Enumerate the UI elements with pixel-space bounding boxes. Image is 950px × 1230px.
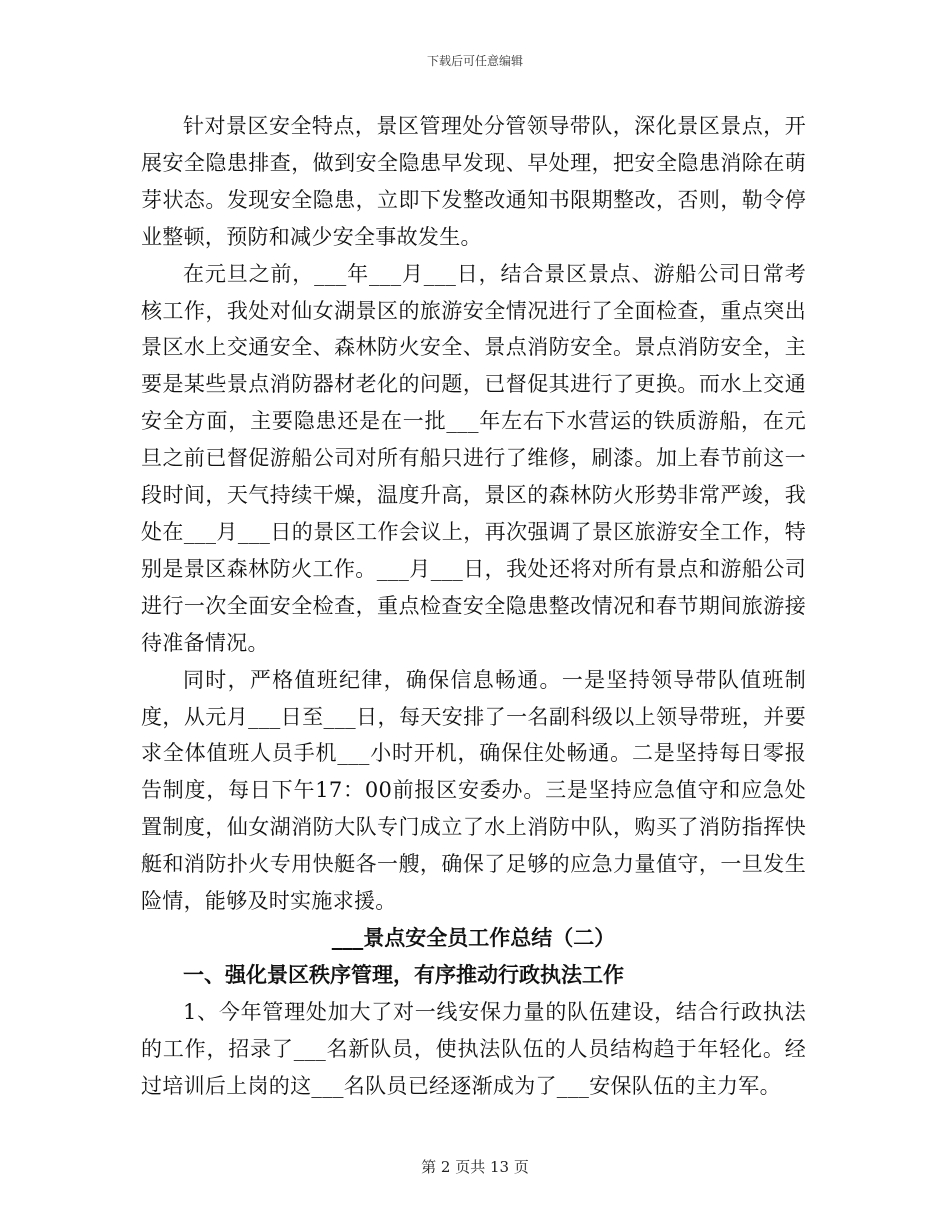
page-footer: 第 2 页共 13 页 [421,1158,529,1176]
page-header: 下载后可任意编辑 [426,54,523,68]
section-heading: 一、强化景区秩序管理，有序推动行政执法工作 [183,962,624,987]
document-body [141,108,806,1104]
paragraph-new-year-inspection: 在元旦之前，___年___月___日，结合景区景点、游船公司日常考核工作，我处对仙女湖景区的旅游安全情况进行了全面检查，重点突出景区水上交通安全、森林防火安全、景点消防安全。景点消防安全，主要是某些景点消防器材老化的问题，已督促其进行了更换。而水上交通安全方面，主要隐患还是在一批___年左右下水营运的铁质游船，在元旦之前已督促游船公司对所有船只进行了维修，刷漆。加上春节前这一段时间，天气持续干燥，温度升高，景区的森林防火形势非常严竣，我处在___月___日的景区工作会议上，再次强调了景区旅游安全工作，特别是景区森林防火工作。___月___日，我处还将对所有景点和游船公司进行一次全面安全检查，重点检查安全隐患整改情况和春节期间旅游接待准备情况。 [141,261,806,655]
paragraph-team-building: 1、今年管理处加大了对一线安保力量的队伍建设，结合行政执法的工作，招录了___名新队员，使执法队伍的人员结构趋于年轻化。经过培训后上岗的这___名队员已经逐渐成为了___安保队伍的主力军。 [141,999,806,1098]
paragraph-duty-discipline: 同时，严格值班纪律，确保信息畅通。一是坚持领导带队值班制度，从元月___日至___日，每天安排了一名副科级以上领导带班，并要求全体值班人员手机___小时开机，确保住处畅通。二是坚持每日零报告制度，每日下午17：00前报区安委办。三是坚持应急值守和应急处置制度，仙女湖消防大队专门成立了水上消防中队，购买了消防指挥快艇和消防扑火专用快艇各一艘，确保了足够的应急力量值守，一旦发生险情，能够及时实施求援。 [141,667,806,914]
paragraph-hazard-inspection: 针对景区安全特点，景区管理处分管领导带队，深化景区景点，开展安全隐患排查，做到安全隐患早发现、早处理，把安全隐患消除在萌芽状态。发现安全隐患，立即下发整改通知书限期整改，否则，勒令停业整顿，预防和减少安全事故发生。 [141,114,806,249]
section-title: ___景点安全员工作总结（二） [331,925,616,950]
